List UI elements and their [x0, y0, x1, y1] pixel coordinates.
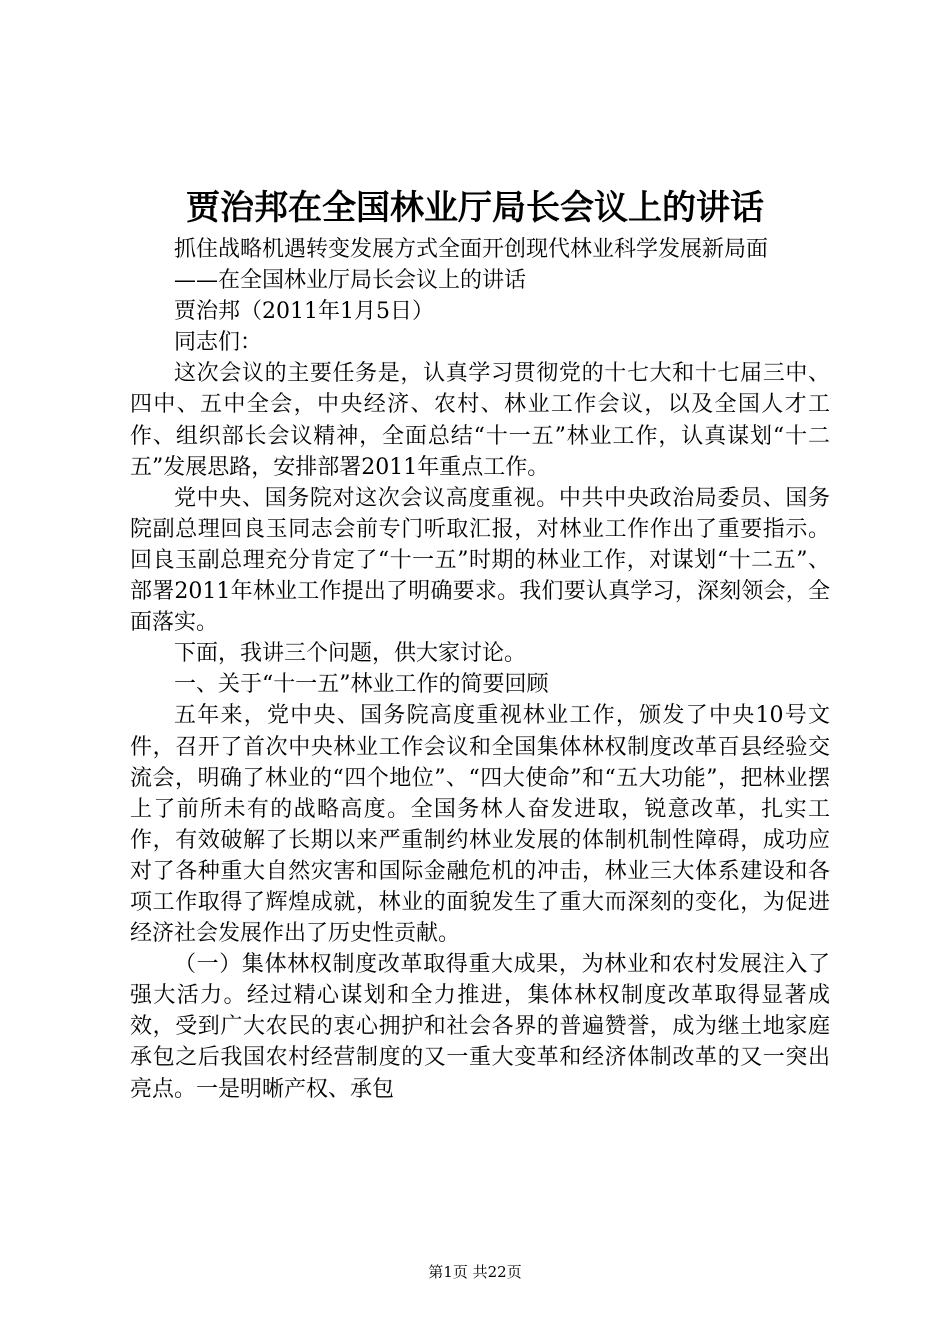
body-paragraph: 五年来，党中央、国务院高度重视林业工作，颁发了中央10号文件，召开了首次中央林业工作会议和全国集体林权制度改革百县经验交流会，明确了林业的“四个地位”、“四大使命”和“五大功能”，把林业摆上了前所未有的战略高度。全国务林人奋发进取，锐意改革，扎实工作，有效破解了长期以来严重制约林业发展的体制机制性障碍，成功应对了各种重大自然灾害和国际金融危机的冲击，林业三大体系建设和各项工作取得了辉煌成就，林业的面貌发生了重大而深刻的变化，为促进经济社会发展作出了历史性贡献。: [130, 703, 830, 947]
subtitle-line: ——在全国林业厅局长会议上的讲话: [174, 268, 527, 294]
body-paragraph: （一）集体林权制度改革取得重大成果，为林业和农村发展注入了强大活力。经过精心谋划和全力推进，集体林权制度改革取得显著成效，受到广大农民的衷心拥护和社会各界的普遍赞誉，成为继土地家庭承包之后我国农村经营制度的又一重大变革和经济体制改革的又一突出亮点。一是明晰产权、承包: [130, 952, 830, 1102]
salutation: 同志们：: [174, 330, 263, 356]
document-body: [130, 234, 830, 1105]
author-date-line: 贾治邦（2011年1月5日）: [174, 299, 434, 325]
section-heading: 一、关于“十一五”林业工作的简要回顾: [174, 672, 549, 698]
page-number-footer: 第1页 共22页: [428, 1263, 522, 1281]
body-paragraph: 党中央、国务院对这次会议高度重视。中共中央政治局委员、国务院副总理回良玉同志会前专门听取汇报，对林业工作作出了重要指示。回良玉副总理充分肯定了“十一五”时期的林业工作，对谋划“十二五”、部署2011年林业工作提出了明确要求。我们要认真学习，深刻领会，全面落实。: [130, 485, 830, 636]
body-paragraph: 下面，我讲三个问题，供大家讨论。: [174, 641, 527, 667]
document-title: 贾治邦在全国林业厅局长会议上的讲话: [186, 188, 764, 228]
body-paragraph: 这次会议的主要任务是，认真学习贯彻党的十七大和十七届三中、四中、五中全会，中央经济、农村、林业工作会议，以及全国人才工作、组织部长会议精神，全面总结“十一五”林业工作，认真谋划“十二五”发展思路，安排部署2011年重点工作。: [130, 361, 830, 480]
subtitle-paragraph: 抓住战略机遇转变发展方式全面开创现代林业科学发展新局面: [174, 237, 769, 262]
